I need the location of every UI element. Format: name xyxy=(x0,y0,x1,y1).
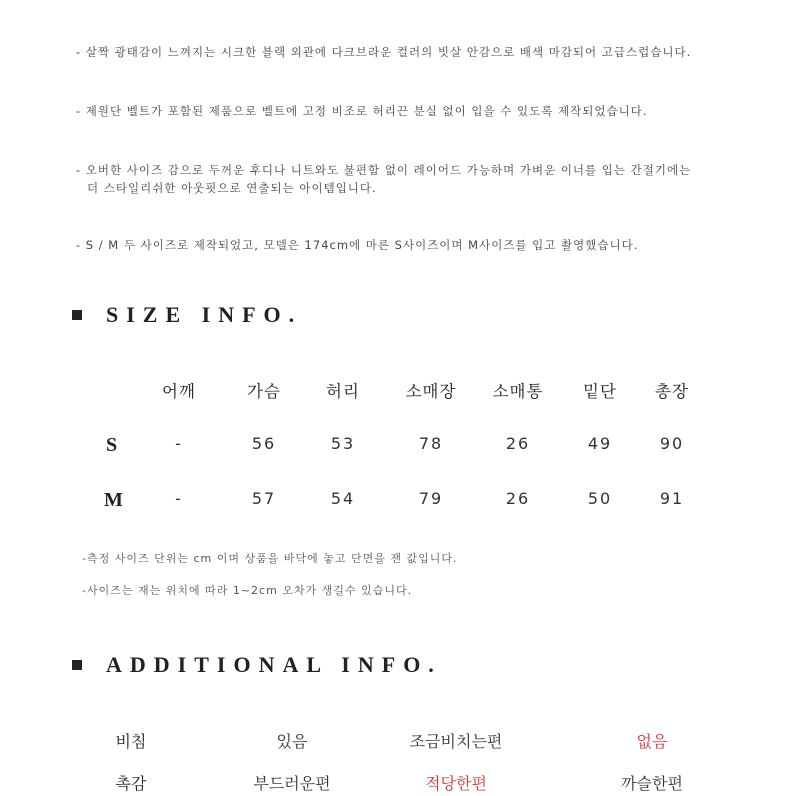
size-footnote: -측정 사이즈 단위는 cm 이며 상품을 바닥에 놓고 단면을 잰 값입니다. xyxy=(82,552,458,565)
column-header: 소매장 xyxy=(405,382,457,401)
option-value: 있음 xyxy=(276,732,308,751)
table-cell: 50 xyxy=(587,489,613,508)
table-cell: 53 xyxy=(330,434,356,453)
additional-info-heading xyxy=(72,652,442,678)
table-cell: 26 xyxy=(505,434,531,453)
option-value-selected: 적당한편 xyxy=(425,774,487,793)
table-cell: 78 xyxy=(418,434,444,453)
size-row-label: M xyxy=(104,489,123,511)
column-header: 가슴 xyxy=(247,382,281,401)
square-bullet-icon xyxy=(72,310,82,320)
column-header: 허리 xyxy=(326,382,360,401)
table-cell: - xyxy=(175,489,183,508)
option-value: 까슬한편 xyxy=(621,774,683,793)
table-cell: 56 xyxy=(251,434,277,453)
section-title: ADDITIONAL INFO. xyxy=(106,652,442,677)
column-header: 소매통 xyxy=(492,382,544,401)
note-text: - 살짝 광태감이 느껴지는 시크한 블랙 외관에 다크브라운 컬러의 빗살 안감으로 배색 마감되어 고급스럽습니다. xyxy=(76,45,692,59)
table-cell: - xyxy=(175,434,183,453)
table-cell: 49 xyxy=(587,434,613,453)
column-header: 밑단 xyxy=(583,382,617,401)
column-header: 총장 xyxy=(655,382,689,401)
note-text: - 오버한 사이즈 감으로 두꺼운 후디나 니트와도 불편함 없이 레이어드 가능하며 가벼운 이너를 입는 간절기에는 xyxy=(76,163,692,177)
note-text-continued: 더 스타일리쉬한 아웃핏으로 연출되는 아이템입니다. xyxy=(87,181,377,195)
note-text: - S / M 두 사이즈로 제작되었고, 모델은 174cm에 마른 S사이즈이며 M사이즈를 입고 촬영했습니다. xyxy=(76,238,639,252)
option-value-selected: 없음 xyxy=(636,732,668,751)
table-cell: 54 xyxy=(330,489,356,508)
square-bullet-icon xyxy=(72,660,82,670)
note-text: - 제원단 벨트가 포함된 제품으로 벨트에 고정 비조로 허리끈 분실 없이 입을 수 있도록 제작되었습니다. xyxy=(76,104,648,118)
section-title: SIZE INFO. xyxy=(106,302,303,327)
size-row-label: S xyxy=(106,434,118,456)
description-note-3 xyxy=(76,161,691,197)
attribute-label: 비침 xyxy=(115,732,147,751)
description-note-2 xyxy=(76,102,647,120)
table-cell: 79 xyxy=(418,489,444,508)
description-note-1 xyxy=(76,43,691,61)
size-footnote: -사이즈는 재는 위치에 따라 1~2cm 오차가 생길수 있습니다. xyxy=(82,584,413,597)
description-note-4 xyxy=(76,236,638,254)
column-header: 어깨 xyxy=(162,382,196,401)
attribute-label: 촉감 xyxy=(115,774,147,793)
option-value: 조금비치는편 xyxy=(409,732,503,751)
table-cell: 90 xyxy=(659,434,685,453)
table-cell: 57 xyxy=(251,489,277,508)
table-cell: 26 xyxy=(505,489,531,508)
option-value: 부드러운편 xyxy=(253,774,331,793)
size-info-heading xyxy=(72,302,302,328)
table-cell: 91 xyxy=(659,489,685,508)
